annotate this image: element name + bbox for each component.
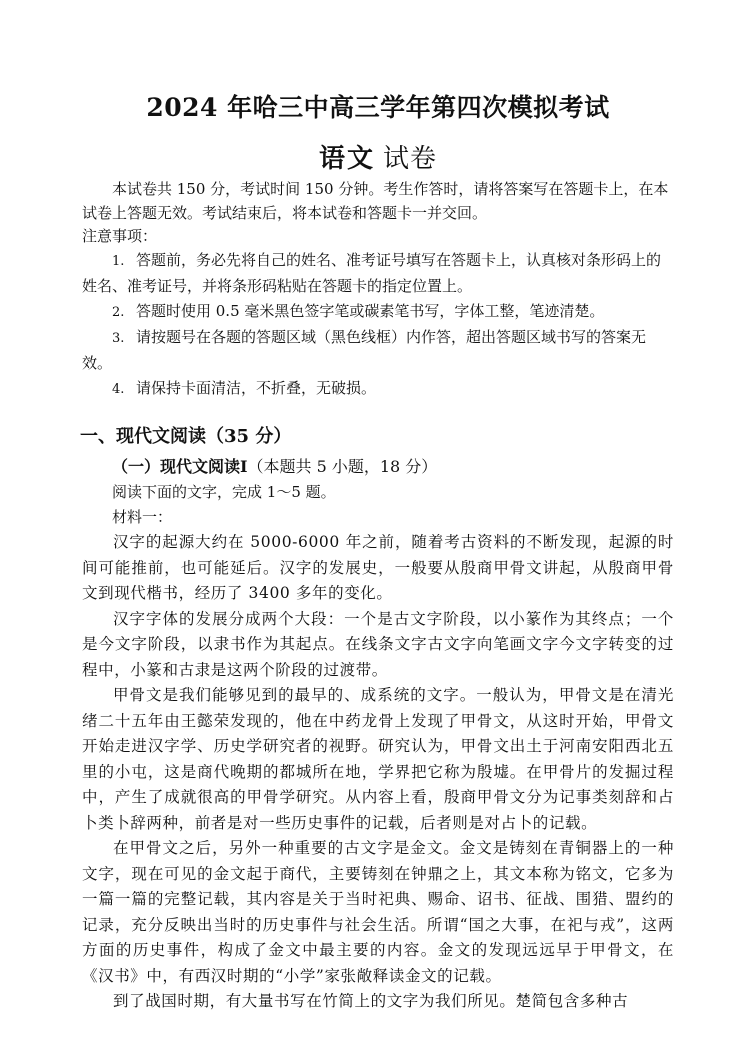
passage-paragraph: 甲骨文是我们能够见到的最早的、成系统的文字。一般认为，甲骨文是在清光绪二十五年由王懿荣发现的，他在中药龙骨上发现了甲骨文，从这时开始，甲骨文开始走进汉字学、历史学研究者的视野。研究认为，甲骨文出土于河南安阳西北五里的小屯，这是商代晚期的都城所在地，学界把它称为殷墟。在甲骨片的发掘过程中，产生了成就很高的甲骨学研究。从内容上看，殷商甲骨文分为记事类刻辞和占卜类卜辞两种，前者是对一些历史事件的记载，后者则是对占卜的记载。 bbox=[82, 686, 674, 832]
note-item bbox=[82, 376, 674, 402]
exam-subtitle bbox=[82, 138, 674, 175]
note-text: 答题前，务必先将自己的姓名、准考证号填写在答题卡上，认真核对条形码上的姓名、准考证号，并将条形码粘贴在答题卡的指定位置上。 bbox=[82, 251, 662, 295]
note-item bbox=[82, 299, 674, 325]
section-heading: 一、现代文阅读（35 分） bbox=[80, 426, 292, 447]
note-number: 4. bbox=[112, 382, 125, 397]
note-text: 请保持卡面清洁，不折叠，无破损。 bbox=[136, 379, 377, 397]
note-number: 2. bbox=[112, 305, 125, 320]
subsection-title: （一）现代文阅读Ⅰ bbox=[112, 457, 248, 476]
subsection-note: （本题共 5 小题，18 分） bbox=[247, 457, 438, 476]
passage-paragraph: 到了战国时期，有大量书写在竹简上的文字为我们所见。楚简包含多种古 bbox=[113, 992, 629, 1010]
material-label: 材料一： bbox=[112, 508, 173, 526]
subsection-heading bbox=[82, 454, 674, 480]
note-text: 答题时使用 0.5 毫米黑色签字笔或碳素笔书写，字体工整，笔迹清楚。 bbox=[136, 302, 605, 320]
exam-title: 2024 年哈三中高三学年第四次模拟考试 bbox=[146, 93, 610, 122]
notes-list bbox=[82, 248, 674, 402]
subject-name: 语文 bbox=[318, 144, 375, 174]
note-number: 3. bbox=[112, 331, 125, 346]
passage-paragraph: 汉字字体的发展分成两个大段：一个是古文字阶段，以小篆作为其终点；一个是今文字阶段，以隶书作为其起点。在线条文字古文字向笔画文字今文字转变的过程中，小篆和古隶是这两个阶段的过渡带。 bbox=[82, 609, 674, 679]
note-number: 1. bbox=[112, 254, 125, 269]
note-item bbox=[82, 248, 674, 299]
note-text: 请按题号在各题的答题区域（黑色线框）内作答，超出答题区域书写的答案无效。 bbox=[82, 328, 647, 372]
intro-text: 本试卷共 150 分，考试时间 150 分钟。考生作答时，请将答案写在答题卡上，在本试卷上答题无效。考试结束后，将本试卷和答题卡一并交回。 bbox=[82, 180, 669, 222]
reading-instruction: 阅读下面的文字，完成 1～5 题。 bbox=[112, 483, 336, 501]
notes-label: 注意事项： bbox=[82, 227, 158, 245]
passage-paragraph: 汉字的起源大约在 5000-6000 年之前，随着考古资料的不断发现，起源的时间可能推前，也可能延后。汉字的发展史，一般要从殷商甲骨文讲起，从殷商甲骨文到现代楷书，经历了 3400 多年的变化。 bbox=[82, 533, 674, 602]
passage-body bbox=[82, 530, 674, 1015]
note-item bbox=[82, 325, 674, 376]
passage-paragraph: 在甲骨文之后，另外一种重要的古文字是金文。金文是铸刻在青铜器上的一种文字，现在可见的金文起于商代，主要铸刻在钟鼎之上，其文本称为铭文，它多为一篇一篇的完整记载，其内容是关于当时祀典、赐命、诏书、征战、围猎、盟约的记录，充分反映出当时的历史事件与社会生活。所谓“国之大事，在祀与戎”，这两方面的历史事件，构成了金文中最主要的内容。金文的发现远远早于甲骨文，在《汉书》中，有西汉时期的“小学”家张敞释读金文的记载。 bbox=[82, 839, 674, 985]
paper-word: 试卷 bbox=[383, 144, 438, 174]
